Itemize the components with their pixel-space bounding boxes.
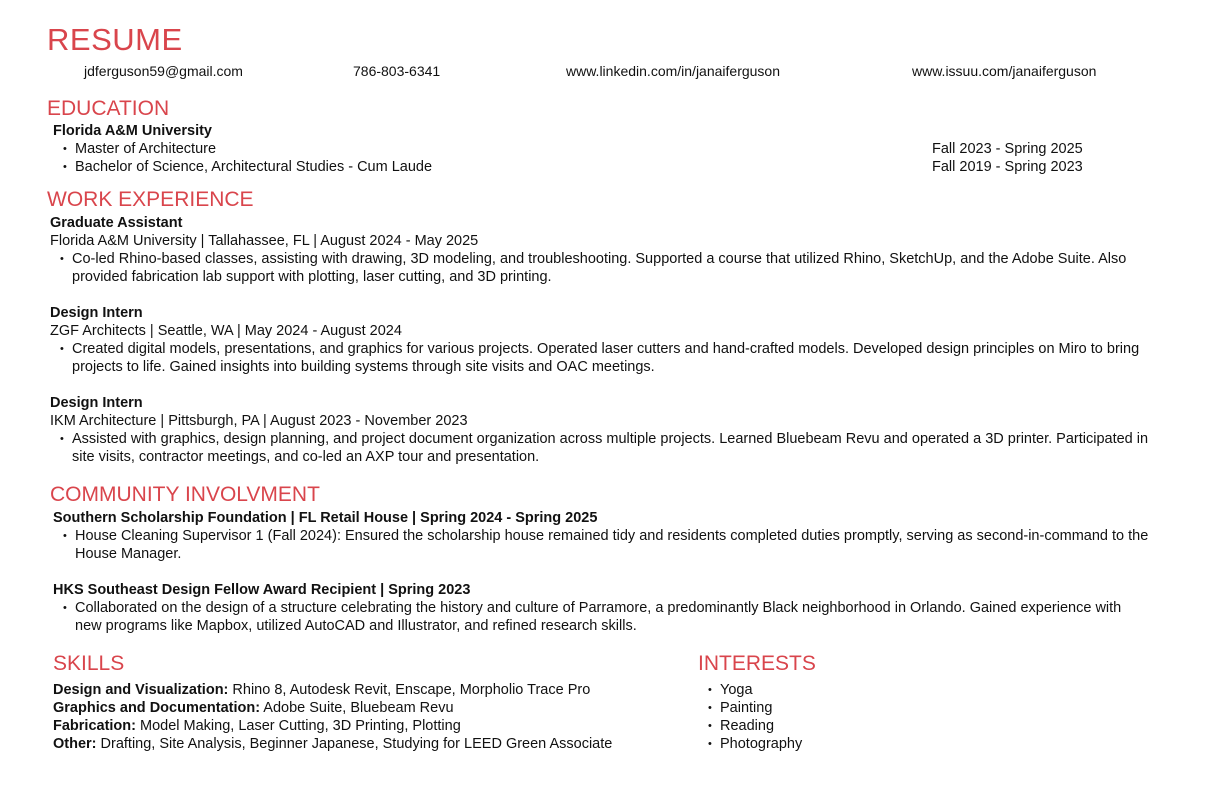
- job-role-3: Design Intern: [50, 395, 143, 411]
- work-heading: WORK EXPERIENCE: [47, 188, 254, 211]
- resume-title: RESUME: [47, 22, 183, 57]
- skill-value: Drafting, Site Analysis, Beginner Japanese, Studying for LEED Green Associate: [96, 736, 613, 752]
- education-degree-2: • Bachelor of Science, Architectural Studies - Cum Laude: [75, 158, 432, 176]
- skill-label: Design and Visualization:: [53, 682, 229, 698]
- contact-issuu[interactable]: www.issuu.com/janaiferguson: [912, 63, 1097, 79]
- interest-item: • Painting: [720, 699, 772, 717]
- skill-value: Model Making, Laser Cutting, 3D Printing, Plotting: [135, 718, 461, 734]
- community-heading: COMMUNITY INVOLVMENT: [50, 483, 320, 506]
- skill-row: [53, 681, 590, 699]
- skill-label: Other:: [53, 736, 97, 752]
- skill-value: Rhino 8, Autodesk Revit, Enscape, Morpholio Trace Pro: [228, 682, 591, 698]
- skill-row: [53, 717, 461, 735]
- job-desc-3: • Assisted with graphics, design planning, and project document organization across multiple projects. Learned Bluebeam Revu and operated a 3D printer. Participated in site visits, contractor meetings, and co-led an AXP tour and presentation.: [72, 430, 1162, 466]
- skill-row: [53, 699, 454, 717]
- contact-phone[interactable]: 786-803-6341: [353, 63, 441, 79]
- job-desc-1: • Co-led Rhino-based classes, assisting with drawing, 3D modeling, and troubleshooting. Supported a course that utilized Rhino, SketchUp, and the Adobe Suite. Also provided fabrication lab support with plotting, laser cutting, and 3D printing.: [72, 250, 1162, 286]
- education-degree-1: • Master of Architecture: [75, 140, 216, 158]
- job-role-1: Graduate Assistant: [50, 215, 183, 231]
- education-dates-1: Fall 2023 - Spring 2025: [932, 141, 1083, 157]
- skill-label: Graphics and Documentation:: [53, 700, 261, 716]
- skill-label: Fabrication:: [53, 718, 136, 734]
- job-meta-1: Florida A&M University | Tallahassee, FL | August 2024 - May 2025: [50, 233, 479, 249]
- job-desc-2: • Created digital models, presentations, and graphics for various projects. Operated laser cutters and hand-crafted models. Developed design principles on Miro to bring projects to life. Gained insights into building systems through site visits and OAC meetings.: [72, 340, 1164, 376]
- interests-heading: INTERESTS: [698, 652, 816, 675]
- skills-heading: SKILLS: [53, 652, 125, 675]
- skill-value: Adobe Suite, Bluebeam Revu: [260, 700, 454, 716]
- contact-email[interactable]: jdferguson59@gmail.com: [84, 63, 243, 79]
- community-title-2: HKS Southeast Design Fellow Award Recipient | Spring 2023: [53, 582, 471, 598]
- contact-linkedin[interactable]: www.linkedin.com/in/janaiferguson: [566, 63, 780, 79]
- interest-item: • Yoga: [720, 681, 753, 699]
- education-school: Florida A&M University: [53, 123, 212, 139]
- community-desc-2: • Collaborated on the design of a structure celebrating the history and culture of Parramore, a predominantly Black neighborhood in Orlando. Gained experience with new programs like Mapbox, utilized AutoCAD and Illustrator, and refined research skills.: [75, 599, 1135, 635]
- interest-item: • Photography: [720, 735, 802, 753]
- job-meta-2: ZGF Architects | Seattle, WA | May 2024 - August 2024: [50, 323, 402, 339]
- skill-row: [53, 735, 612, 753]
- community-title-1: Southern Scholarship Foundation | FL Retail House | Spring 2024 - Spring 2025: [53, 510, 598, 526]
- job-meta-3: IKM Architecture | Pittsburgh, PA | August 2023 - November 2023: [50, 413, 468, 429]
- community-desc-1: • House Cleaning Supervisor 1 (Fall 2024): Ensured the scholarship house remained tidy and residents completed duties promptly, serving as second-in-command to the House Manager.: [75, 527, 1150, 563]
- education-dates-2: Fall 2019 - Spring 2023: [932, 159, 1083, 175]
- education-heading: EDUCATION: [47, 97, 170, 120]
- job-role-2: Design Intern: [50, 305, 143, 321]
- interest-item: • Reading: [720, 717, 774, 735]
